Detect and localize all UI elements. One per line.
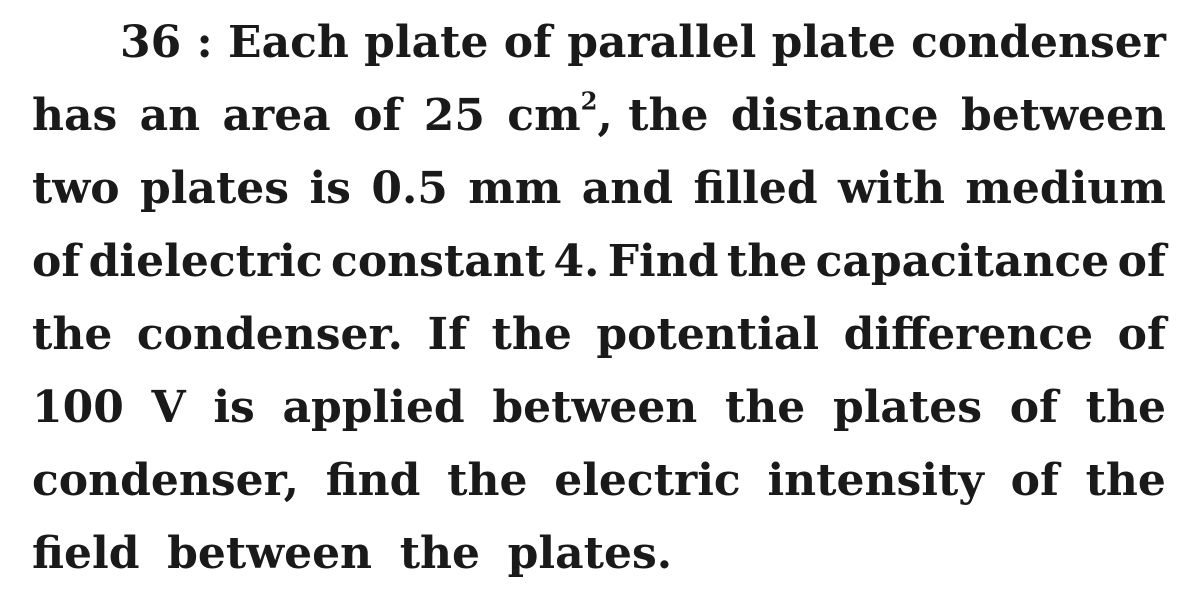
word: plate: [364, 17, 489, 68]
problem-number: 36 :: [120, 17, 213, 68]
word: 4.: [553, 236, 600, 287]
word: plate: [771, 17, 896, 68]
word: capacitance: [815, 236, 1110, 287]
problem-line-7: [32, 444, 1166, 517]
word: intensity: [767, 455, 984, 506]
word: is: [213, 382, 255, 433]
word: the: [491, 309, 572, 360]
word: and: [581, 163, 674, 214]
word: between: [961, 90, 1166, 141]
word: potential: [596, 309, 820, 360]
word: plates.: [507, 528, 673, 579]
word: mm: [468, 163, 562, 214]
problem-statement: [32, 6, 1166, 590]
word: condenser.: [136, 309, 403, 360]
word: dielectric: [88, 236, 323, 287]
problem-line-1: [32, 6, 1166, 79]
word: electric: [554, 455, 741, 506]
word: of: [1117, 236, 1166, 287]
word: constant: [331, 236, 546, 287]
word: field: [32, 528, 140, 579]
word: area: [222, 90, 331, 141]
word: between: [167, 528, 373, 579]
word: 0.5: [371, 163, 448, 214]
word: of: [32, 236, 81, 287]
word: Find: [607, 236, 719, 287]
word: filled: [693, 163, 818, 214]
word: 100: [32, 382, 124, 433]
problem-line-8: [32, 517, 1166, 590]
word: $cm^2$, the: [507, 86, 709, 141]
word: of: [1117, 309, 1166, 360]
word: between: [492, 382, 698, 433]
problem-line-2: [32, 79, 1166, 152]
word: the: [1085, 455, 1166, 506]
word: condenser: [911, 17, 1166, 68]
word: plates: [139, 163, 290, 214]
problem-line-4: [32, 225, 1166, 298]
word: applied: [282, 382, 465, 433]
word: Each: [228, 17, 349, 68]
problem-line-3: [32, 152, 1166, 225]
word: the: [447, 455, 528, 506]
word: medium: [965, 163, 1166, 214]
word: parallel: [567, 17, 757, 68]
word: difference: [843, 309, 1094, 360]
word: of: [503, 17, 552, 68]
word: distance: [730, 90, 939, 141]
word: 25: [423, 90, 485, 141]
word: condenser,: [32, 455, 299, 506]
word: of: [1010, 455, 1059, 506]
word: with: [838, 163, 945, 214]
word: has: [32, 90, 118, 141]
word: an: [139, 90, 201, 141]
superscript: 2: [580, 86, 598, 116]
word: of: [1009, 382, 1058, 433]
word: the: [1085, 382, 1166, 433]
word: the: [726, 236, 808, 287]
word: If: [427, 309, 467, 360]
problem-line-5: [32, 298, 1166, 371]
word: find: [325, 455, 421, 506]
problem-line-6: [32, 371, 1166, 444]
word: is: [309, 163, 351, 214]
word: the: [32, 309, 113, 360]
word: V: [151, 382, 186, 433]
word: the: [399, 528, 481, 579]
word: plates: [832, 382, 983, 433]
word: two: [32, 163, 120, 214]
word: of: [353, 90, 402, 141]
word: the: [724, 382, 806, 433]
